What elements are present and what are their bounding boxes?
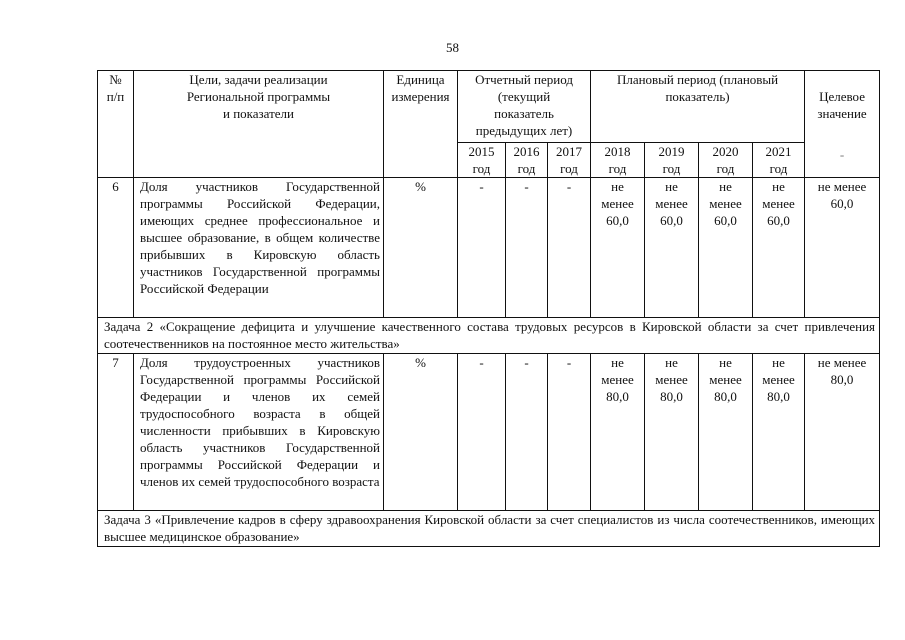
header-goals: Цели, задачи реализации Региональной программы и показатели [134, 71, 384, 178]
row-value-2017: - [548, 354, 591, 511]
row-value-2015: - [458, 354, 506, 511]
task-row-3 [98, 511, 880, 547]
year-2016: 2016 год [506, 143, 548, 178]
task-3-text: Задача 3 «Привлечение кадров в сферу здравоохранения Кировской области за счет специалистов из числа соотечественников, имеющих высшее медицинское образование» [98, 511, 880, 547]
header-row [98, 71, 880, 143]
row-value-2016: - [506, 354, 548, 511]
task-2-text: Задача 2 «Сокращение дефицита и улучшение качественного состава трудовых ресурсов в Кировской области за счет привлечения соотечественников на постоянное место жительства» [98, 318, 880, 354]
row-indicator-text: Доля трудоустроенных участников Государственной программы Российской Федерации и членов их семей трудоспособного возраста в общей численности прибывших в Кировскую область участников Государственной программы Российской Федерации и членов их семей трудоспособного возраста [134, 354, 384, 511]
year-2017: 2017 год [548, 143, 591, 178]
row-indicator-text: Доля участников Государственной программы Российской Федерации, имеющих среднее профессиональное и высшее образование, в общем количестве прибывших в Кировскую область участников Государственной программы Российской Федерации [134, 178, 384, 318]
table-row-6 [98, 178, 880, 318]
year-2018: 2018 год [591, 143, 645, 178]
header-target-dash: - [839, 147, 845, 162]
row-value-2015: - [458, 178, 506, 318]
header-num: № п/п [98, 71, 134, 178]
header-unit: Единица измерения [384, 71, 458, 178]
header-planned-period: Плановый период (плановый показатель) [591, 71, 805, 143]
row-value-2021: не менее 80,0 [753, 354, 805, 511]
header-reporting-period: Отчетный период (текущий показатель предыдущих лет) [458, 71, 591, 143]
year-2020: 2020 год [699, 143, 753, 178]
row-value-2019: не менее 80,0 [645, 354, 699, 511]
indicators-table [97, 70, 880, 547]
row-target-value: не менее 80,0 [805, 354, 880, 511]
row-value-2020: не менее 80,0 [699, 354, 753, 511]
year-2021: 2021 год [753, 143, 805, 178]
row-unit: % [384, 178, 458, 318]
row-value-2018: не менее 80,0 [591, 354, 645, 511]
row-value-2017: - [548, 178, 591, 318]
page-number: 58 [446, 40, 459, 55]
row-value-2020: не менее 60,0 [699, 178, 753, 318]
task-row-2 [98, 318, 880, 354]
row-value-2021: не менее 60,0 [753, 178, 805, 318]
row-number: 7 [98, 354, 134, 511]
row-value-2018: не менее 60,0 [591, 178, 645, 318]
row-number: 6 [98, 178, 134, 318]
header-target [805, 71, 880, 178]
year-2015: 2015 год [458, 143, 506, 178]
row-target-value: не менее 60,0 [805, 178, 880, 318]
year-2019: 2019 год [645, 143, 699, 178]
row-unit: % [384, 354, 458, 511]
table-row-7 [98, 354, 880, 511]
row-value-2016: - [506, 178, 548, 318]
header-target-label: Целевое значение [817, 89, 867, 121]
row-value-2019: не менее 60,0 [645, 178, 699, 318]
